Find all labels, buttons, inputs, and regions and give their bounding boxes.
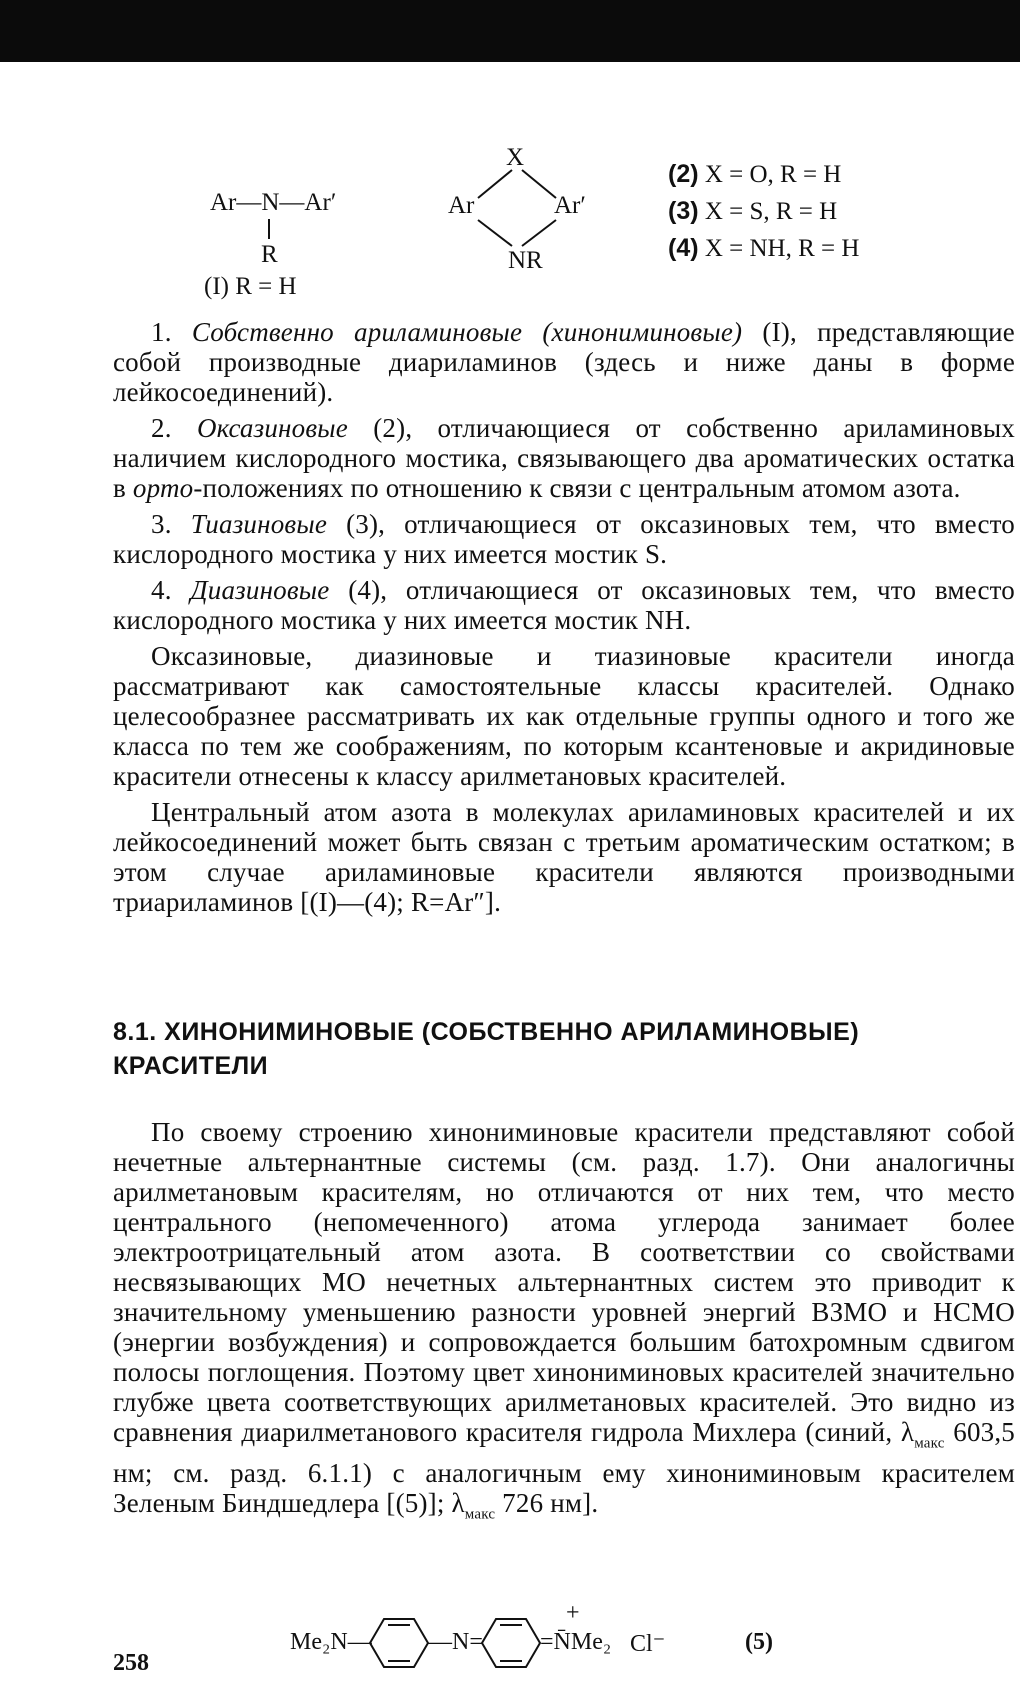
formula-5 — [290, 1600, 850, 1670]
formula-ring — [448, 140, 598, 274]
formula-5-plus: + — [566, 1600, 580, 1626]
section-heading: 8.1. ХИНОНИМИНОВЫЕ (СОБСТВЕННО АРИЛАМИНОВЫЕ) КРАСИТЕЛИ — [113, 1018, 860, 1080]
variant-4: (4) X = NH, R = H — [668, 234, 860, 262]
ring-x: X — [506, 144, 525, 171]
paragraph-5: Оксазиновые, диазиновые и тиазиновые красители иногда рассматривают как самостоятельные классы красителей. Однако целесообразнее рассматривать их как отдельные группы одного и того же класса по тем же соображениям, по которым ксантеновые и акридиновые красители отнесены к классу арилметановых красителей. — [113, 641, 1015, 791]
variant-2: (2) X = O, R = H — [668, 160, 842, 188]
formula-1-label: (I) R = H — [204, 273, 297, 300]
paragraph-7: По своему строению хинониминовые красители представляют собой нечетные альтернантные системы (см. разд. 1.7). Они аналогичны арилметановым красителям, но отличаются от них тем, что место центрального (непомеченного) атома углерода занимает более электроотрицательный атом азота. В соответствии со свойствами несвязывающих МО нечетных альтернантных систем это приводит к значительному уменьшению разности уровней энергий ВЗМО и НСМО (энергии возбуждения) и сопровождается большим батохромным сдвигом полосы поглощения. Поэтому цвет хинониминовых красителей значительно глубже цвета соответствующих арилметановых красителей. Это видно из сравнения диарилметанового красителя гидрола Михлера (синий, $\lambda_{макс}$ 603,5 нм; см. разд. 6.1.1) с аналогичным ему хинониминовым красителем Зеленым Биндшедлера [(5)]; $\lambda_{макс}$ 726 нм]. — [113, 1117, 1015, 1523]
structural-formulas — [0, 140, 1020, 310]
intro-text — [113, 317, 1015, 917]
formula-1-chain: Ar—N—Ar′ — [210, 189, 337, 216]
paragraph-4: 4. Диазиновые (4), отличающиеся от оксазиновых тем, что вместо кислородного мостика у них имеется мостик NH. — [113, 575, 1016, 635]
formula-5-n: —N= — [428, 1629, 483, 1655]
formula-5-label: (5) — [745, 1629, 773, 1655]
formula-5-cl: Cl⁻ — [630, 1631, 666, 1657]
ring-nr: NR — [508, 247, 543, 274]
formula-variants — [668, 156, 859, 267]
ring-ar-left: Ar — [448, 192, 475, 219]
paragraph-2: 2. Оксазиновые (2), отличающиеся от собственно ариламиновых наличием кислородного мостика, связывающего два ароматических остатка в орто-положениях по отношению к связи с центральным атомом азота. — [113, 413, 1015, 503]
page-number: 258 — [113, 1650, 149, 1676]
formula-5-nme2: =N̄Me₂ — [540, 1629, 612, 1655]
ring-ar-right: Ar′ — [554, 192, 586, 219]
formula-1-r: R — [261, 241, 278, 268]
paragraph-6: Центральный атом азота в молекулах ариламиновых красителей и их лейкосоединений может быть связан с третьим ароматическим остатком; в этом случае ариламиновые красители являются производными триариламинов [(I)—(4); R=Ar″]. — [113, 797, 1015, 917]
formula-5-me2n: Me₂N— — [290, 1629, 372, 1655]
paragraph-3: 3. Тиазиновые (3), отличающиеся от оксазиновых тем, что вместо кислородного мостика у них имеется мостик S. — [113, 509, 1016, 569]
formula-1-bond — [268, 219, 270, 239]
paragraph-1: 1. Собственно ариламиновые (хинониминовые) (I), представляющие собой производные диариламинов (здесь и ниже даны в форме лейкосоединений). — [113, 317, 1015, 407]
variant-3: (3) X = S, R = H — [668, 197, 838, 225]
top-black-band — [0, 0, 1020, 62]
section-text — [113, 1117, 1015, 1530]
